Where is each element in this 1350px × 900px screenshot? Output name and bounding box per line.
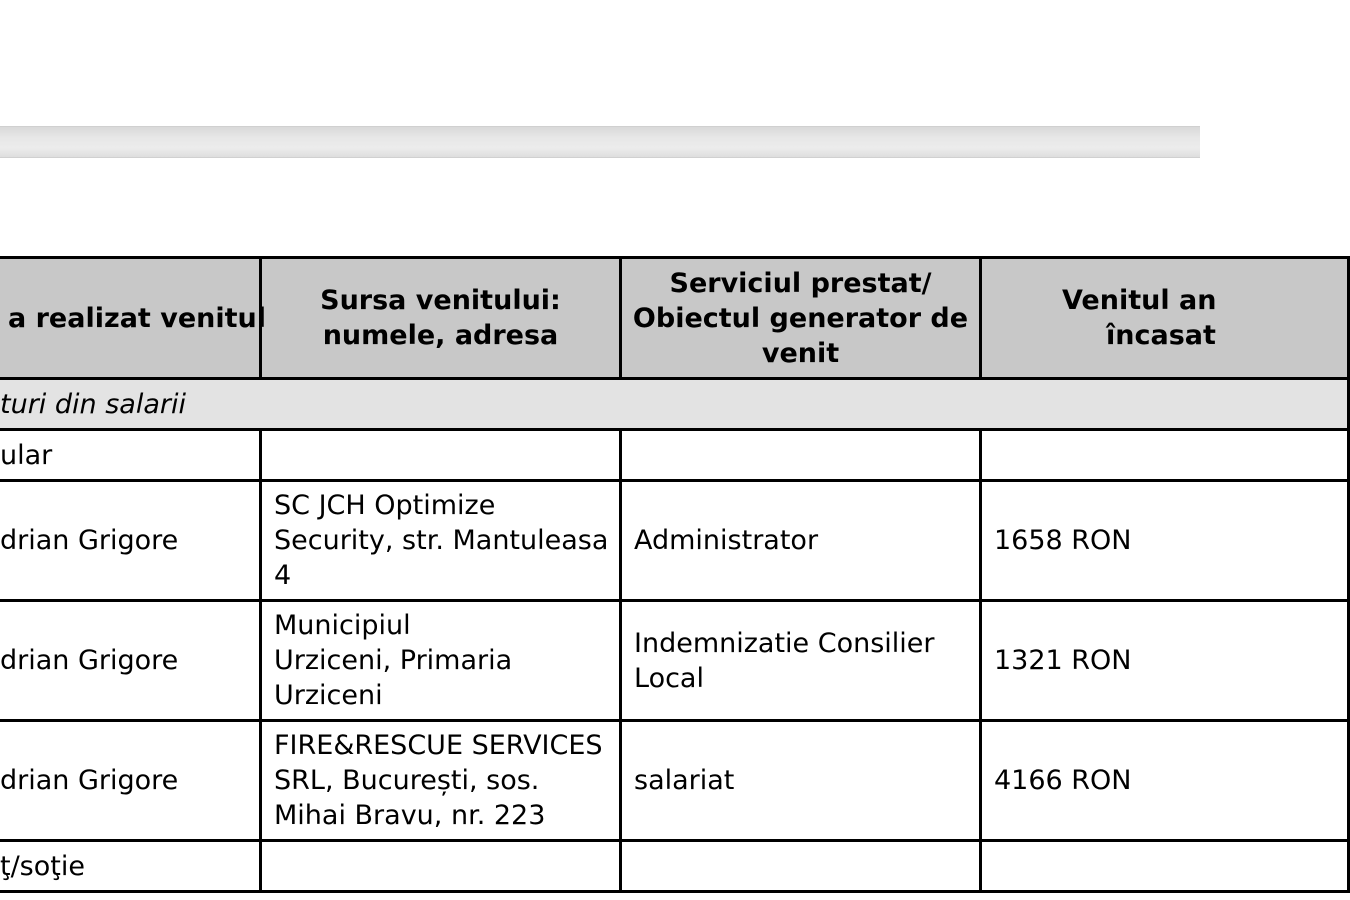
income-amount: 4166 RON: [994, 765, 1132, 796]
section-label-cell: [0, 379, 1349, 430]
spouse-label: ţ/soţie: [0, 850, 85, 882]
header-income-source-line2: numele, adresa: [322, 320, 559, 351]
section-label: turi din salarii: [0, 388, 186, 420]
service-cell: [621, 721, 981, 841]
header-income-source: [261, 258, 621, 379]
income-source-line: Security, str. Mantuleasa: [274, 525, 609, 556]
spouse-empty-cell: [621, 841, 981, 892]
service-line: Indemnizatie Consilier: [634, 627, 935, 659]
income-source-line: Mihai Bravu, nr. 223: [274, 800, 546, 831]
earner-name: drian Grigore: [0, 645, 179, 676]
service-cell: [621, 601, 981, 721]
income-amount: 1321 RON: [994, 645, 1132, 676]
earner-name: drian Grigore: [0, 765, 179, 796]
header-income-earner-text: a realizat venitul: [8, 302, 266, 334]
service-line: Local: [634, 662, 704, 694]
income-source-line: FIRE&RESCUE SERVICES: [274, 730, 603, 761]
income-source-cell: [261, 601, 621, 721]
header-service-line2: Obiectul generator de: [632, 302, 969, 334]
amount-cell: [981, 721, 1349, 841]
earner-name-cell: [0, 721, 261, 841]
income-table: [0, 256, 1350, 893]
income-source-line: Urziceni, Primaria: [274, 645, 513, 676]
spouse-row: [0, 841, 1349, 892]
header-annual-income-line2: încasat: [1106, 320, 1216, 351]
income-source-line: SRL, București, sos.: [274, 765, 540, 796]
header-service-line3: venit: [761, 337, 840, 369]
income-amount: 1658 RON: [994, 525, 1132, 556]
holder-label-cell: [0, 430, 261, 481]
income-source-cell: [261, 721, 621, 841]
earner-name-cell: [0, 481, 261, 601]
holder-label: ular: [0, 439, 53, 471]
header-service-line1: Serviciul prestat/: [669, 267, 932, 299]
holder-empty-cell: [981, 430, 1349, 481]
service-line: Administrator: [634, 525, 819, 556]
amount-cell: [981, 601, 1349, 721]
income-source-line: Municipiul: [274, 610, 411, 641]
header-income-earner: [0, 258, 266, 379]
earner-name-cell: [0, 601, 261, 721]
income-source-line: Urziceni: [274, 680, 383, 711]
section-row-salaries: [0, 379, 1349, 430]
header-annual-income-line1: Venitul an: [1062, 285, 1217, 316]
table-row: [0, 481, 1349, 601]
spouse-empty-cell: [981, 841, 1349, 892]
amount-cell: [981, 481, 1349, 601]
holder-empty-cell: [621, 430, 981, 481]
holder-empty-cell: [261, 430, 621, 481]
holder-row: [0, 430, 1349, 481]
page-separator-band: [0, 126, 1200, 158]
spouse-empty-cell: [261, 841, 621, 892]
income-source-line: SC JCH Optimize: [274, 490, 496, 521]
table-header-row: [0, 258, 1349, 379]
header-service-provided: [621, 258, 981, 379]
income-source-line: 4: [274, 560, 292, 591]
header-annual-income: [981, 258, 1349, 379]
earner-name: drian Grigore: [0, 525, 179, 556]
service-line: salariat: [634, 765, 735, 796]
income-source-cell: [261, 481, 621, 601]
table-row: [0, 601, 1349, 721]
spouse-label-cell: [0, 841, 261, 892]
service-cell: [621, 481, 981, 601]
table-row: [0, 721, 1349, 841]
header-income-source-line1: Sursa venitului:: [320, 285, 561, 316]
